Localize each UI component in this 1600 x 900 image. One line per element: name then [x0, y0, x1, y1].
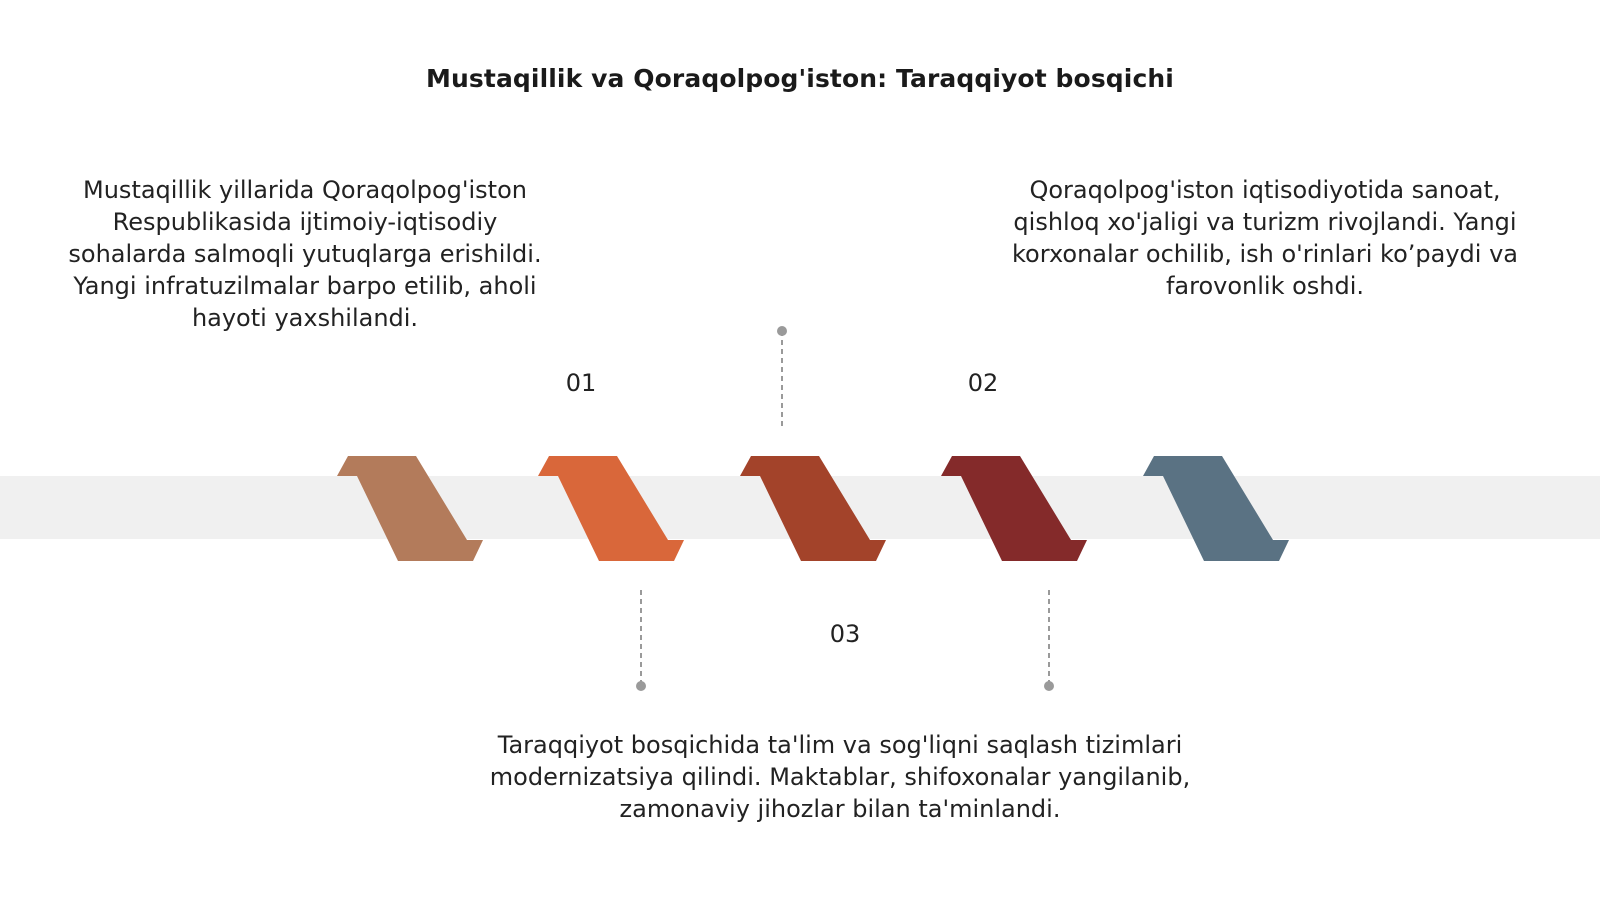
- chevron-3: [740, 456, 886, 561]
- step-01-description: Mustaqillik yillarida Qoraqolpog'iston Respublikasida ijtimoiy-iqtisodiy sohalarda salmoqli yutuqlarga erishildi. Yangi infratuzilmalar barpo etilib, aholi hayoti yaxshilandi.: [68, 176, 542, 332]
- connector-bottom-left: [636, 590, 646, 691]
- chevron-1: [337, 456, 483, 561]
- chevron-4: [941, 456, 1087, 561]
- chevron-5: [1143, 456, 1289, 561]
- step-03-number: 03: [829, 620, 861, 648]
- connector-top: [777, 326, 787, 430]
- connector-bottom-right: [1044, 590, 1054, 691]
- step-02-number: 02: [967, 369, 999, 397]
- diagram-title: Mustaqillik va Qoraqolpog'iston: Taraqqiyot bosqichi: [426, 64, 1174, 93]
- step-01-number: 01: [565, 369, 597, 397]
- chevron-2: [538, 456, 684, 561]
- step-03-description: Taraqqiyot bosqichida ta'lim va sog'liqni saqlash tizimlari modernizatsiya qilindi. Maktablar, shifoxonalar yangilanib, zamonaviy jihozlar bilan ta'minlandi.: [489, 731, 1191, 823]
- step-02-description: Qoraqolpog'iston iqtisodiyotida sanoat, qishloq xo'jaligi va turizm rivojlandi. Yangi korxonalar ochilib, ish o'rinlari ko’paydi va farovonlik oshdi.: [1012, 176, 1518, 300]
